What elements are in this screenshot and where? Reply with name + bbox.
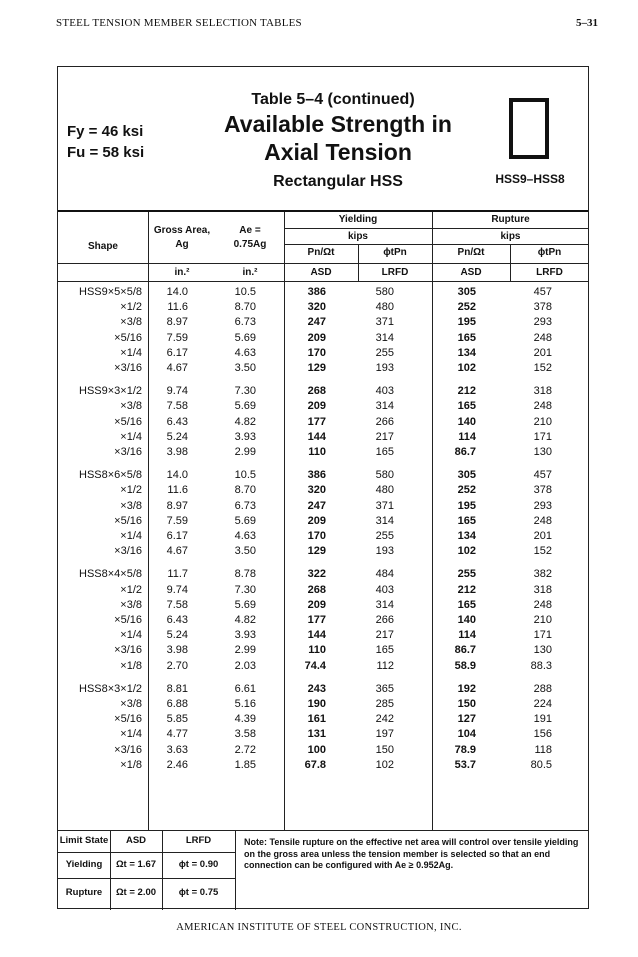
shape-cell: HSS8×3×1/2 xyxy=(79,682,142,695)
body-rule xyxy=(58,281,589,282)
limit-lrfd-header: LRFD xyxy=(185,835,212,846)
effective-area-cell: 7.30 xyxy=(234,385,256,398)
yield-lrfd-cell: 314 xyxy=(375,598,394,611)
shape-cell: ×1/2 xyxy=(120,583,142,596)
rupt-lrfd-cell: 191 xyxy=(533,713,552,726)
yield-phi-pn-header: ϕtPn xyxy=(383,247,407,258)
rupt-asd-cell: 114 xyxy=(458,430,476,443)
gross-area-cell: 7.58 xyxy=(166,598,188,611)
shape-cell: ×5/16 xyxy=(114,331,142,344)
gross-area-cell: 6.17 xyxy=(166,530,188,542)
rupt-lrfd-cell: 210 xyxy=(533,415,552,428)
yield-asd-cell: 320 xyxy=(307,301,326,314)
rupt-asd-cell: 212 xyxy=(457,385,476,398)
table-title-line-1: Available Strength in xyxy=(224,111,452,137)
rupt-asd-cell: 165 xyxy=(457,331,476,344)
rupt-asd-cell: 86.7 xyxy=(454,446,476,458)
shape-cell: ×5/16 xyxy=(114,713,142,726)
limit-divider xyxy=(235,830,236,910)
shape-cell: ×1/8 xyxy=(120,758,142,771)
rupt-lrfd-cell: 457 xyxy=(533,469,552,482)
yield-lrfd-cell: 371 xyxy=(375,499,394,512)
rupture-header: Rupture xyxy=(491,214,530,225)
rupt-lrfd-cell: 80.5 xyxy=(530,758,552,771)
yield-asd-cell: 386 xyxy=(307,469,326,482)
effective-area-cell: 3.58 xyxy=(234,728,256,741)
limit-rupture-asd: Ωt = 2.00 xyxy=(115,887,157,898)
rupt-lrfd-cell: 378 xyxy=(533,301,552,314)
rupt-asd-cell: 195 xyxy=(457,316,476,329)
yield-lrfd-cell: 102 xyxy=(375,758,394,771)
rupt-lrfd-cell: 248 xyxy=(533,598,552,611)
yield-asd-cell: 209 xyxy=(307,400,326,413)
ae-unit-header: in.² xyxy=(242,267,258,278)
yielding-header: Yielding xyxy=(338,214,378,225)
effective-area-cell: 4.63 xyxy=(234,346,256,359)
ae-header: Ae = xyxy=(239,225,261,236)
yield-lrfd-cell: 217 xyxy=(375,629,394,642)
yield-lrfd-cell: 580 xyxy=(375,469,394,482)
shape-cell: ×3/16 xyxy=(114,545,142,558)
limit-rule xyxy=(58,852,236,853)
yield-asd-header: ASD xyxy=(310,267,332,278)
yield-asd-cell: 110 xyxy=(308,446,326,458)
rupt-asd-cell: 127 xyxy=(457,713,476,726)
yield-lrfd-cell: 255 xyxy=(375,530,394,542)
rupt-lrfd-cell: 201 xyxy=(533,530,552,542)
gross-area-cell: 9.74 xyxy=(166,385,188,398)
shape-range: HSS9–HSS8 xyxy=(495,172,565,186)
rupt-lrfd-cell: 248 xyxy=(533,514,552,527)
shape-cell: HSS8×4×5/8 xyxy=(79,568,142,581)
shape-cell: ×1/2 xyxy=(120,484,142,497)
col-divider xyxy=(510,244,511,281)
rupt-lrfd-cell: 293 xyxy=(533,499,552,512)
yield-asd-cell: 268 xyxy=(307,583,326,596)
rupt-asd-cell: 140 xyxy=(457,415,476,428)
effective-area-cell: 4.63 xyxy=(234,530,256,542)
limit-asd-header: ASD xyxy=(125,835,147,846)
yield-asd-cell: 268 xyxy=(307,385,326,398)
shape-cell: ×1/4 xyxy=(120,530,142,542)
rupt-asd-cell: 150 xyxy=(457,698,476,710)
gross-area-cell: 7.59 xyxy=(166,331,188,344)
rupt-asd-cell: 255 xyxy=(457,568,476,581)
yield-asd-cell: 177 xyxy=(307,614,326,626)
gross-area-cell: 14.0 xyxy=(166,286,188,298)
gross-area-cell: 9.74 xyxy=(166,583,188,596)
rupt-lrfd-cell: 288 xyxy=(533,682,552,695)
limit-yielding-asd: Ωt = 1.67 xyxy=(115,859,157,870)
gross-area-cell: 4.77 xyxy=(166,728,188,741)
limit-yielding-lrfd: ϕt = 0.90 xyxy=(178,859,219,870)
heading-rule xyxy=(58,210,588,212)
rupt-lrfd-header: LRFD xyxy=(536,267,563,278)
rupt-lrfd-cell: 130 xyxy=(533,644,552,657)
effective-area-cell: 3.50 xyxy=(234,545,256,558)
yield-asd-cell: 100 xyxy=(307,743,326,756)
rupt-asd-cell: 102 xyxy=(457,362,476,374)
rupt-asd-cell: 165 xyxy=(457,598,476,611)
effective-area-cell: 5.69 xyxy=(234,331,256,344)
yield-lrfd-cell: 193 xyxy=(375,362,394,374)
shape-cell: ×3/16 xyxy=(114,446,142,458)
shape-cell: ×1/8 xyxy=(120,659,142,672)
rupt-asd-cell: 58.9 xyxy=(454,659,476,672)
yield-lrfd-cell: 150 xyxy=(375,743,394,756)
rupt-lrfd-cell: 318 xyxy=(533,385,552,398)
effective-area-cell: 2.03 xyxy=(234,659,256,672)
shape-cell: ×3/8 xyxy=(120,499,142,512)
yield-lrfd-cell: 314 xyxy=(375,400,394,413)
rupt-asd-cell: 102 xyxy=(457,545,476,558)
rupt-lrfd-cell: 248 xyxy=(533,400,552,413)
gross-area-cell: 14.0 xyxy=(166,469,188,482)
gross-area-cell: 3.98 xyxy=(166,644,188,657)
yield-asd-cell: 129 xyxy=(307,545,326,558)
yield-asd-cell: 144 xyxy=(307,430,326,443)
rupt-lrfd-cell: 378 xyxy=(533,484,552,497)
gross-area-cell: 7.59 xyxy=(166,514,188,527)
yield-asd-cell: 74.4 xyxy=(304,659,326,672)
col-divider xyxy=(358,244,359,281)
table-title-line-2: Axial Tension xyxy=(264,139,412,165)
gross-area-cell: 6.88 xyxy=(166,698,188,710)
shape-cell: ×1/4 xyxy=(120,728,142,741)
yield-lrfd-cell: 403 xyxy=(375,583,394,596)
shape-cell: HSS8×6×5/8 xyxy=(79,469,142,482)
yield-lrfd-cell: 480 xyxy=(375,484,394,497)
effective-area-cell: 3.93 xyxy=(234,430,256,443)
rupt-asd-cell: 192 xyxy=(457,682,476,695)
fy-label: Fy = 46 ksi xyxy=(67,123,144,140)
yield-asd-cell: 209 xyxy=(307,514,326,527)
rupture-kips-header: kips xyxy=(500,231,521,242)
rupt-asd-cell: 134 xyxy=(457,530,476,542)
rupt-lrfd-cell: 224 xyxy=(533,698,552,710)
yield-lrfd-cell: 217 xyxy=(375,430,394,443)
shape-cell: ×1/2 xyxy=(120,301,142,314)
effective-area-cell: 7.30 xyxy=(234,583,256,596)
yield-lrfd-cell: 403 xyxy=(375,385,394,398)
yield-lrfd-cell: 165 xyxy=(375,644,394,657)
rupt-lrfd-cell: 156 xyxy=(533,728,552,741)
rupt-asd-cell: 86.7 xyxy=(454,644,476,657)
rupt-asd-cell: 212 xyxy=(457,583,476,596)
effective-area-cell: 10.5 xyxy=(234,286,256,298)
table-note: Note: Tensile rupture on the effective net area will control over tensile yielding on the gross area unless the tension member is selected so that an end connection can be configured with Ae ≥ 0.952Ag. xyxy=(244,837,579,870)
yield-asd-cell: 161 xyxy=(307,713,326,726)
gross-area-cell: 3.98 xyxy=(166,446,188,458)
effective-area-cell: 1.85 xyxy=(234,758,256,771)
shape-cell: ×1/4 xyxy=(120,629,142,642)
shape-cell: ×3/8 xyxy=(120,316,142,329)
rupt-lrfd-cell: 171 xyxy=(533,430,552,443)
shape-cell: ×3/16 xyxy=(114,644,142,657)
rupt-lrfd-cell: 130 xyxy=(533,446,552,458)
yield-lrfd-cell: 580 xyxy=(375,286,394,298)
rupt-lrfd-cell: 318 xyxy=(533,583,552,596)
page-footer: AMERICAN INSTITUTE OF STEEL CONSTRUCTION, INC. xyxy=(176,922,462,933)
yield-asd-cell: 170 xyxy=(307,530,326,542)
yield-asd-cell: 322 xyxy=(307,568,326,581)
gross-area-cell: 11.7 xyxy=(167,568,188,581)
gross-area-cell: 4.67 xyxy=(166,362,188,374)
rupt-asd-cell: 305 xyxy=(457,286,476,298)
yield-asd-cell: 247 xyxy=(307,316,326,329)
yield-asd-cell: 243 xyxy=(307,682,326,695)
yield-asd-cell: 144 xyxy=(307,629,326,642)
effective-area-cell: 4.82 xyxy=(234,415,256,428)
yield-lrfd-cell: 197 xyxy=(375,728,394,741)
shape-cell: ×1/4 xyxy=(120,346,142,359)
rupt-asd-cell: 252 xyxy=(457,301,476,314)
shape-cell: ×3/8 xyxy=(120,598,142,611)
gross-area-cell: 2.70 xyxy=(166,659,188,672)
rupt-asd-cell: 195 xyxy=(457,499,476,512)
effective-area-cell: 3.93 xyxy=(234,629,256,642)
shape-cell: ×5/16 xyxy=(114,514,142,527)
rupt-asd-cell: 53.7 xyxy=(454,758,476,771)
shape-cell: HSS9×3×1/2 xyxy=(79,385,142,398)
gross-area-cell: 5.24 xyxy=(166,430,188,443)
shape-cell: HSS9×5×5/8 xyxy=(79,286,142,298)
ag-unit-header: in.² xyxy=(174,267,190,278)
yield-lrfd-cell: 266 xyxy=(375,415,394,428)
rupt-asd-cell: 104 xyxy=(457,728,476,741)
yield-asd-cell: 320 xyxy=(307,484,326,497)
yield-asd-cell: 177 xyxy=(307,415,326,428)
effective-area-cell: 5.16 xyxy=(234,698,256,710)
shape-cell: ×3/8 xyxy=(120,400,142,413)
gross-area-cell: 5.24 xyxy=(166,629,188,642)
gross-area-cell: 3.63 xyxy=(166,743,188,756)
yielding-kips-header: kips xyxy=(347,231,368,242)
table-number: Table 5–4 (continued) xyxy=(251,91,415,108)
yield-asd-cell: 67.8 xyxy=(304,758,326,771)
table-subtitle: Rectangular HSS xyxy=(273,173,403,190)
yield-asd-cell: 110 xyxy=(308,644,326,657)
gross-area-cell: 11.6 xyxy=(167,301,188,314)
gross-area-cell: 2.46 xyxy=(166,758,188,771)
effective-area-cell: 5.69 xyxy=(234,400,256,413)
effective-area-cell: 2.99 xyxy=(234,446,256,458)
effective-area-cell: 6.73 xyxy=(234,499,256,512)
gross-area-cell: 5.85 xyxy=(166,713,188,726)
rupt-lrfd-cell: 201 xyxy=(533,346,552,359)
yield-lrfd-cell: 285 xyxy=(375,698,394,710)
yield-lrfd-cell: 112 xyxy=(376,659,394,672)
rectangular-hss-icon xyxy=(509,98,549,159)
yield-asd-cell: 190 xyxy=(307,698,326,710)
rupt-lrfd-cell: 382 xyxy=(533,568,552,581)
gross-area-cell: 7.58 xyxy=(166,400,188,413)
kips-rule xyxy=(284,228,589,229)
ag-header: Ag xyxy=(175,239,189,250)
yield-asd-cell: 209 xyxy=(307,331,326,344)
sub-rule xyxy=(284,244,589,245)
limit-state-table xyxy=(58,830,236,910)
rupt-lrfd-cell: 248 xyxy=(533,331,552,344)
rupt-asd-cell: 252 xyxy=(457,484,476,497)
yield-asd-cell: 386 xyxy=(307,286,326,298)
effective-area-cell: 5.69 xyxy=(234,598,256,611)
effective-area-cell: 2.72 xyxy=(234,743,256,756)
yield-lrfd-cell: 480 xyxy=(375,301,394,314)
rupt-lrfd-cell: 88.3 xyxy=(530,659,552,672)
rupt-asd-cell: 305 xyxy=(457,469,476,482)
rupt-lrfd-cell: 118 xyxy=(534,743,552,756)
rupt-asd-header: ASD xyxy=(460,267,482,278)
shape-cell: ×1/4 xyxy=(120,430,142,443)
yield-lrfd-cell: 314 xyxy=(375,514,394,527)
shape-cell: ×3/8 xyxy=(120,698,142,710)
yield-asd-cell: 209 xyxy=(307,598,326,611)
effective-area-cell: 6.61 xyxy=(234,682,256,695)
rupt-lrfd-cell: 171 xyxy=(533,629,552,642)
yield-asd-cell: 131 xyxy=(307,728,326,741)
yield-asd-cell: 170 xyxy=(307,346,326,359)
rupt-asd-cell: 78.9 xyxy=(454,743,476,756)
shape-cell: ×3/16 xyxy=(114,362,142,374)
rupt-lrfd-cell: 210 xyxy=(533,614,552,626)
effective-area-cell: 8.70 xyxy=(234,301,256,314)
gross-area-cell: 4.67 xyxy=(166,545,188,558)
rupt-lrfd-cell: 152 xyxy=(533,362,552,374)
rupt-asd-cell: 114 xyxy=(458,629,476,642)
shape-cell: ×3/16 xyxy=(114,743,142,756)
shape-header: Shape xyxy=(87,241,118,252)
gross-area-cell: 6.17 xyxy=(166,346,188,359)
effective-area-cell: 6.73 xyxy=(234,316,256,329)
gross-area-cell: 11.6 xyxy=(167,484,188,497)
yield-lrfd-cell: 242 xyxy=(375,713,394,726)
gross-area-cell: 6.43 xyxy=(166,415,188,428)
limit-rupture-label: Rupture xyxy=(65,887,103,898)
yield-asd-cell: 247 xyxy=(307,499,326,512)
gross-area-cell: 6.43 xyxy=(166,614,188,626)
yield-lrfd-cell: 193 xyxy=(375,545,394,558)
yield-lrfd-cell: 484 xyxy=(375,568,394,581)
rupt-asd-cell: 140 xyxy=(457,614,476,626)
yield-lrfd-cell: 165 xyxy=(375,446,394,458)
effective-area-cell: 10.5 xyxy=(234,469,256,482)
effective-area-cell: 4.39 xyxy=(234,713,256,726)
rupt-phi-pn-header: ϕtPn xyxy=(537,247,562,258)
shape-cell: ×5/16 xyxy=(114,614,142,626)
gross-area-header: Gross Area, xyxy=(153,225,211,236)
fu-label: Fu = 58 ksi xyxy=(67,144,145,161)
yield-pn-omega-header: Pn/Ωt xyxy=(307,247,335,258)
yield-lrfd-cell: 365 xyxy=(375,682,394,695)
rupt-lrfd-cell: 457 xyxy=(533,286,552,298)
effective-area-cell: 2.99 xyxy=(234,644,256,657)
ae-formula-header: 0.75Ag xyxy=(233,239,267,250)
gross-area-cell: 8.81 xyxy=(166,682,188,695)
rupt-lrfd-cell: 152 xyxy=(533,545,552,558)
limit-rule xyxy=(58,878,236,879)
rupt-pn-omega-header: Pn/Ωt xyxy=(457,247,485,258)
limit-yielding-label: Yielding xyxy=(65,859,103,870)
running-header xyxy=(56,17,598,33)
effective-area-cell: 5.69 xyxy=(234,514,256,527)
yield-asd-cell: 129 xyxy=(307,362,326,374)
yield-lrfd-cell: 255 xyxy=(375,346,394,359)
limit-state-header: Limit State xyxy=(59,835,109,846)
rupt-asd-cell: 165 xyxy=(457,400,476,413)
yield-lrfd-cell: 314 xyxy=(375,331,394,344)
effective-area-cell: 8.78 xyxy=(234,568,256,581)
yield-lrfd-header: LRFD xyxy=(381,267,409,278)
effective-area-cell: 8.70 xyxy=(234,484,256,497)
yield-lrfd-cell: 266 xyxy=(375,614,394,626)
yield-lrfd-cell: 371 xyxy=(375,316,394,329)
table-heading xyxy=(58,67,588,212)
running-header-title: STEEL TENSION MEMBER SELECTION TABLES xyxy=(56,17,302,29)
gross-area-cell: 8.97 xyxy=(166,499,188,512)
effective-area-cell: 3.50 xyxy=(234,362,256,374)
gross-area-cell: 8.97 xyxy=(166,316,188,329)
shape-cell: ×5/16 xyxy=(114,415,142,428)
page-number: 5–31 xyxy=(576,17,598,29)
rupt-asd-cell: 165 xyxy=(457,514,476,527)
limit-rupture-lrfd: ϕt = 0.75 xyxy=(178,887,219,898)
rupt-asd-cell: 134 xyxy=(457,346,476,359)
rupt-lrfd-cell: 293 xyxy=(533,316,552,329)
effective-area-cell: 4.82 xyxy=(234,614,256,626)
table-frame xyxy=(57,66,589,909)
